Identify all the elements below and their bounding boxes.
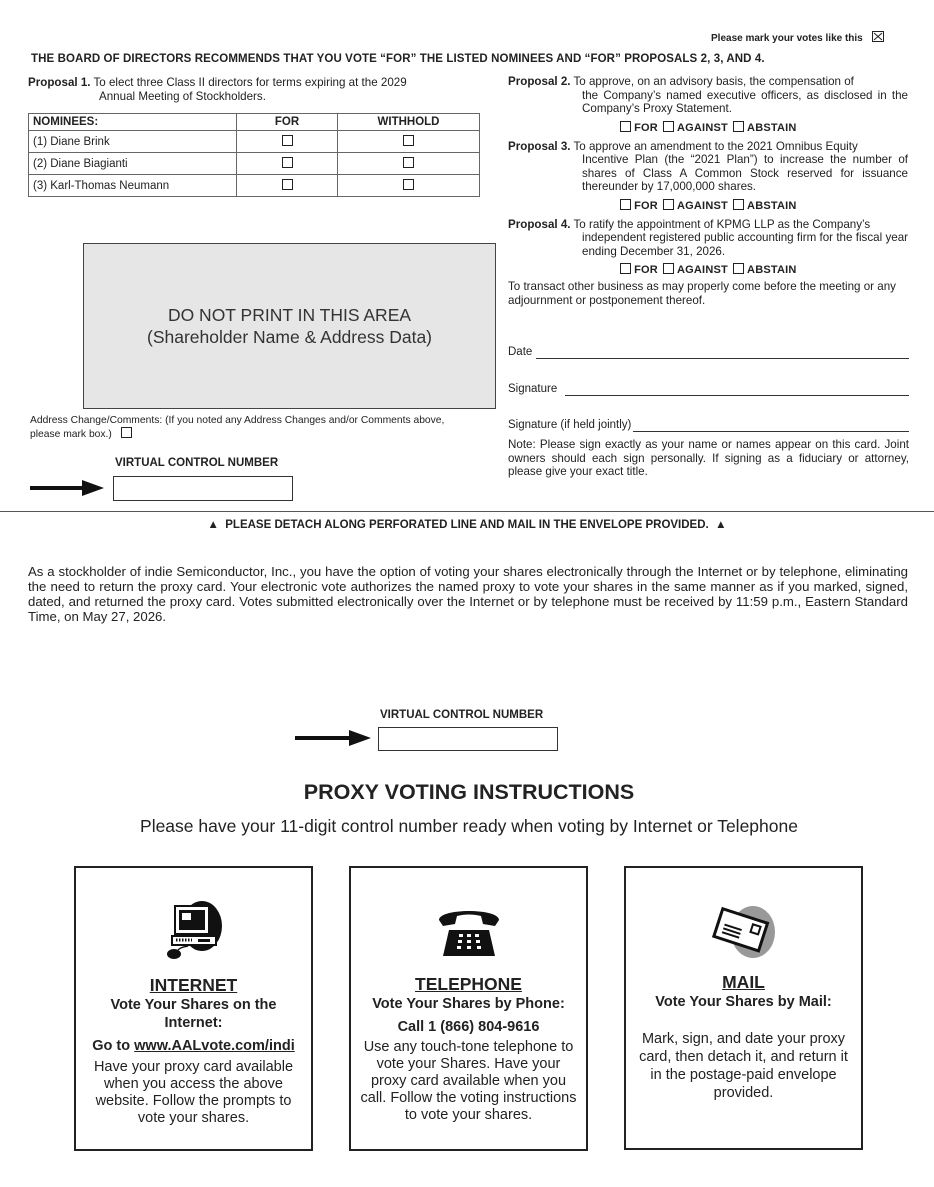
up-triangle-icon: ▲ bbox=[207, 519, 219, 531]
telephone-icon bbox=[435, 906, 503, 960]
virtual-control-number-field-top[interactable] bbox=[113, 476, 293, 501]
for-checkbox[interactable] bbox=[282, 157, 293, 168]
internet-card bbox=[74, 866, 313, 1151]
for-checkbox[interactable] bbox=[620, 263, 631, 274]
electronic-voting-intro: As a stockholder of indie Semiconductor, Inc., you have the option of voting your shares electronically through the Internet or by telephone, eliminating the need to return the proxy card. Your electronic vote authorizes the named proxy to vote your shares in the same manner as if you marked, signed, dated, and returned the proxy card. Votes submitted electronically over the Internet or by telephone must be received by 11:59 p.m., Eastern Standard Time, on May 27, 2026. bbox=[28, 564, 908, 624]
date-row: Date bbox=[508, 346, 909, 359]
proposal-3-votes: FOR AGAINST ABSTAIN bbox=[508, 199, 908, 212]
table-row bbox=[29, 131, 480, 153]
withhold-checkbox[interactable] bbox=[403, 157, 414, 168]
nominee-name: (1) Diane Brink bbox=[29, 131, 237, 153]
joint-signature-field[interactable] bbox=[633, 419, 909, 432]
abstain-checkbox[interactable] bbox=[733, 199, 744, 210]
against-checkbox[interactable] bbox=[663, 263, 674, 274]
internet-subtitle: Vote Your Shares on the Internet: bbox=[110, 997, 277, 1031]
withhold-checkbox[interactable] bbox=[403, 179, 414, 190]
virtual-control-number-field-bottom[interactable] bbox=[378, 727, 558, 751]
proposal-1: Proposal 1. To elect three Class II directors for terms expiring at the 2029 Annual Meeting of Stockholders. bbox=[28, 76, 407, 103]
proposal-4-votes: FOR AGAINST ABSTAIN bbox=[508, 263, 908, 276]
mail-title: MAIL bbox=[722, 972, 765, 992]
proposal-4: Proposal 4. To ratify the appointment of KPMG LLP as the Company’s independent registered public accounting firm for the fiscal year ending December 31, 2026. bbox=[508, 217, 908, 258]
arrow-right-icon bbox=[30, 478, 106, 498]
computer-icon bbox=[162, 900, 226, 962]
address-change-checkbox[interactable] bbox=[121, 427, 132, 438]
virtual-control-label-bottom: VIRTUAL CONTROL NUMBER bbox=[380, 709, 544, 721]
telephone-subtitle: Vote Your Shares by Phone: bbox=[372, 996, 565, 1012]
signing-note: Note: Please sign exactly as your name or names appear on this card. Joint owners should each sign personally. If signing as a fiduciary or attorney, please give your exact title. bbox=[508, 438, 909, 478]
against-checkbox[interactable] bbox=[663, 199, 674, 210]
example-x-box-icon bbox=[872, 31, 884, 42]
for-header: FOR bbox=[237, 114, 338, 131]
telephone-title: TELEPHONE bbox=[415, 974, 522, 994]
perforated-line bbox=[0, 511, 934, 512]
for-checkbox[interactable] bbox=[620, 199, 631, 210]
against-checkbox[interactable] bbox=[663, 121, 674, 132]
nominee-name: (3) Karl-Thomas Neumann bbox=[29, 175, 237, 197]
for-checkbox[interactable] bbox=[282, 179, 293, 190]
board-recommendation: THE BOARD OF DIRECTORS RECOMMENDS THAT YOU VOTE “FOR” THE LISTED NOMINEES AND “FOR” PROPOSALS 2, 3, AND 4. bbox=[31, 53, 765, 65]
telephone-card bbox=[349, 866, 588, 1151]
signature-field[interactable] bbox=[565, 383, 909, 396]
internet-title: INTERNET bbox=[149, 975, 238, 995]
mail-subtitle: Vote Your Shares by Mail: bbox=[655, 994, 832, 1010]
for-checkbox[interactable] bbox=[282, 135, 293, 146]
signature-row: Signature bbox=[508, 383, 909, 396]
withhold-checkbox[interactable] bbox=[403, 135, 414, 146]
telephone-body: Use any touch-tone telephone to vote your Shares. Have your proxy card available when you call. Follow the voting instructions to vote your shares. bbox=[360, 1039, 577, 1123]
internet-url-link[interactable]: www.AALvote.com/indi bbox=[134, 1038, 295, 1054]
detach-instruction: ▲ PLEASE DETACH ALONG PERFORATED LINE AND MAIL IN THE ENVELOPE PROVIDED. ▲ bbox=[207, 519, 727, 531]
for-checkbox[interactable] bbox=[620, 121, 631, 132]
withhold-header: WITHHOLD bbox=[338, 114, 480, 131]
telephone-number[interactable]: Call 1 (866) 804-9616 bbox=[397, 1019, 540, 1035]
abstain-checkbox[interactable] bbox=[733, 121, 744, 132]
abstain-checkbox[interactable] bbox=[733, 263, 744, 274]
mail-card bbox=[624, 866, 863, 1150]
mark-hint: Please mark your votes like this bbox=[711, 31, 884, 44]
arrow-right-icon bbox=[295, 728, 375, 748]
proposals-right-column bbox=[508, 75, 908, 307]
up-triangle-icon: ▲ bbox=[715, 519, 727, 531]
nominee-name: (2) Diane Biagianti bbox=[29, 153, 237, 175]
other-business: To transact other business as may properly come before the meeting or any adjournment or postponement thereof. bbox=[508, 280, 896, 307]
mail-icon bbox=[709, 902, 779, 962]
internet-body: Have your proxy card available when you access the above website. Follow the prompts to vote your shares. bbox=[93, 1059, 294, 1126]
proposal-2: Proposal 2. To approve, on an advisory basis, the compensation of the Company’s named executive officers, as disclosed in the Company’s Proxy Statement. bbox=[508, 75, 908, 115]
date-field[interactable] bbox=[536, 346, 909, 359]
nominees-table bbox=[28, 113, 480, 197]
proposal-3: Proposal 3. To approve an amendment to the 2021 Omnibus Equity Incentive Plan (the “2021 Plan”) to increase the number of shares of Class A Common Stock reserved for issuance thereunder by 17,000,000 shares. bbox=[508, 139, 908, 193]
instructions-subtitle: Please have your 11-digit control number ready when voting by Internet or Telephone bbox=[140, 816, 798, 836]
nominees-header: NOMINEES: bbox=[29, 114, 237, 131]
proposal-2-votes: FOR AGAINST ABSTAIN bbox=[508, 121, 908, 134]
instructions-title: PROXY VOTING INSTRUCTIONS bbox=[303, 780, 635, 804]
address-change-note: Address Change/Comments: (If you noted any Address Changes and/or Comments above, please mark box.) bbox=[30, 415, 445, 440]
internet-goto: Go to www.AALvote.com/indi bbox=[92, 1038, 295, 1054]
do-not-print-area: DO NOT PRINT IN THIS AREA (Shareholder Name & Address Data) bbox=[83, 243, 496, 409]
table-row bbox=[29, 153, 480, 175]
mail-body: Mark, sign, and date your proxy card, then detach it, and return it in the postage-paid envelope provided. bbox=[639, 1031, 848, 1101]
joint-signature-row: Signature (if held jointly) bbox=[508, 419, 909, 432]
virtual-control-label-top: VIRTUAL CONTROL NUMBER bbox=[115, 457, 279, 469]
table-row bbox=[29, 175, 480, 197]
